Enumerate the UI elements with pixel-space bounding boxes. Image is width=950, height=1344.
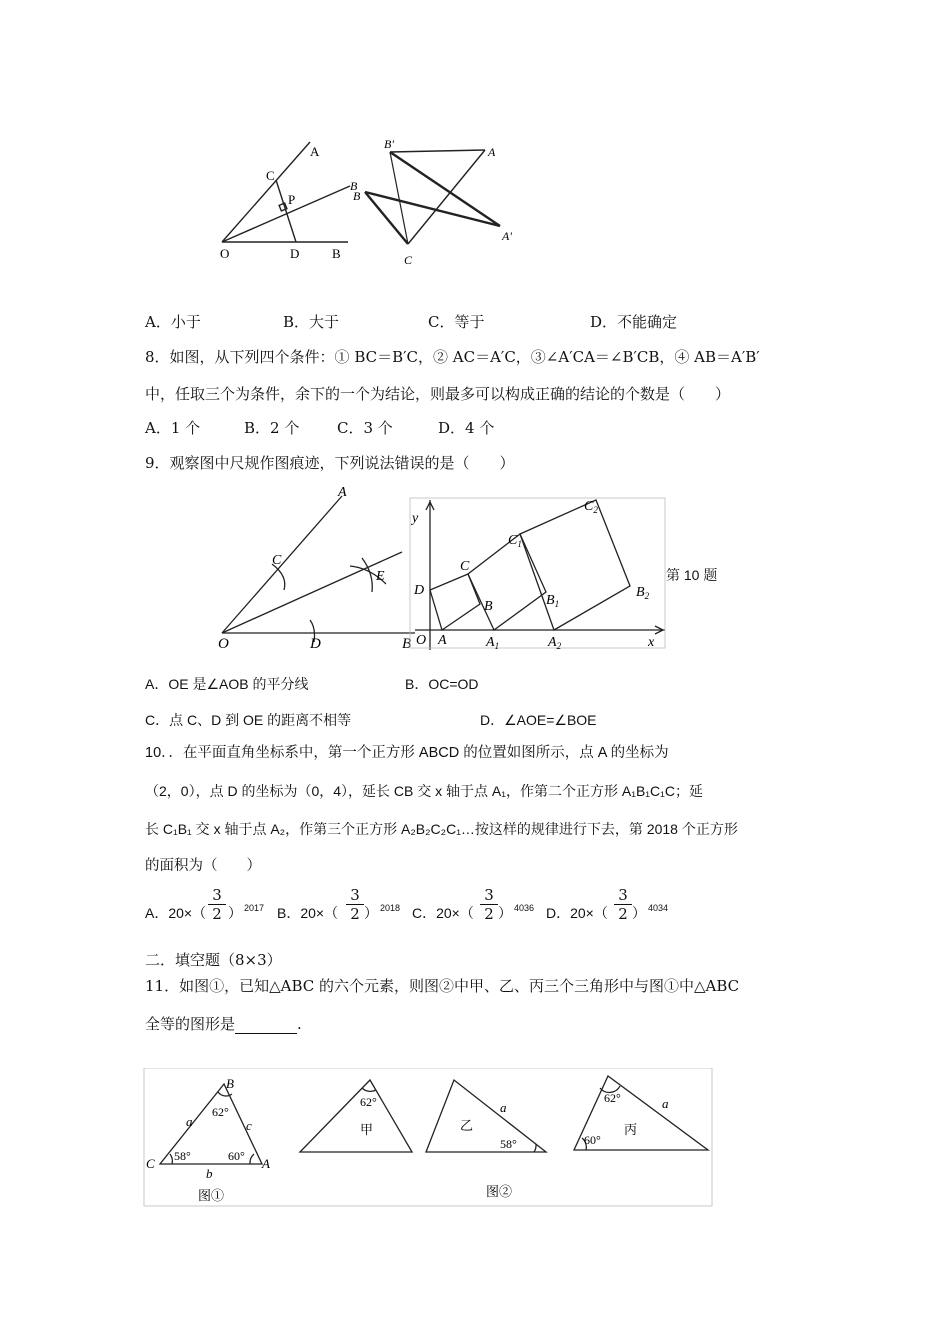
figure-10-caption: 第 10 题	[666, 567, 718, 583]
q10-a-close: ）	[228, 905, 242, 921]
triangle-jia-figure	[300, 1080, 412, 1152]
label-a1: $A_1$	[486, 635, 500, 651]
q10-a-exp: 2017	[244, 903, 265, 913]
q10-option-d-fraction	[614, 886, 632, 923]
q10-c-num: 3	[480, 886, 498, 905]
fig1-label-c: C	[146, 1156, 155, 1171]
q8-option-b: B．2 个	[244, 419, 300, 437]
q10-a-num: 3	[208, 886, 226, 905]
fig1-label-c-side: c	[246, 1118, 252, 1133]
bottom-figures	[140, 1068, 720, 1208]
label-c1: $C_1$	[508, 533, 522, 549]
compass-construction-figure	[222, 496, 415, 642]
bing-angle-top: 62°	[604, 1091, 621, 1105]
yi-side-a: a	[500, 1100, 507, 1115]
label-c-right: C	[404, 253, 413, 267]
q8-option-a: A．1 个	[145, 419, 201, 437]
label-d-mid: D	[310, 636, 321, 652]
q10-option-a-fraction	[208, 886, 226, 923]
label-d-sq: D	[414, 583, 425, 598]
q10-d-exp: 4034	[648, 903, 669, 913]
label-aprime: A'	[502, 229, 512, 243]
label-a2: $A_2$	[548, 635, 562, 651]
label-p-top: P	[288, 192, 296, 207]
fig1-label-b: B	[226, 1076, 234, 1091]
angle-bisector-figure	[222, 142, 350, 242]
middle-figures	[210, 480, 730, 652]
label-o-mid: O	[218, 636, 229, 652]
q10-option-a-label: A．20×（	[145, 905, 207, 921]
q9-option-d: D．∠AOE=∠BOE	[480, 712, 597, 728]
fig1-label-a: A	[262, 1156, 270, 1171]
label-c-top: C	[266, 168, 275, 183]
q10-option-b-label: B．20×（	[277, 905, 339, 921]
label-b-top: B	[332, 246, 341, 261]
q8-line1: 8．如图，从下列四个条件：① BC＝B′C，② AC＝A′C，③∠A′CA＝∠B′CB，④ AB＝A′B′	[145, 348, 760, 366]
label-a-top: A	[310, 144, 320, 159]
q11-line2-end: .	[297, 1015, 302, 1033]
label-d-top: D	[290, 246, 300, 261]
q10-a-den: 2	[212, 905, 222, 923]
label-o-top: O	[220, 246, 230, 261]
label-a-sq: A	[438, 633, 447, 648]
q10-line4: 的面积为（ ）	[145, 858, 261, 874]
label-b-sq: B	[484, 599, 493, 614]
q10-option-c-label: C．20×（	[412, 905, 474, 921]
q9-stem: 9．观察图中尺规作图痕迹，下列说法错误的是（ ）	[145, 454, 515, 472]
q9-option-a: A．OE 是∠AOB 的平分线	[145, 676, 309, 692]
jia-name: 甲	[360, 1122, 374, 1137]
q10-option-b-fraction	[346, 886, 364, 923]
q10-b-exp: 2018	[380, 903, 401, 913]
q11-line2	[145, 1014, 302, 1034]
q7-option-c: C．等于	[428, 313, 485, 331]
label-e-mid: E	[376, 569, 385, 584]
q11-line2-text: 全等的图形是	[145, 1015, 236, 1033]
label-c-mid: C	[272, 553, 282, 568]
q7-option-b: B．大于	[283, 313, 340, 331]
fig1-angle-a: 60°	[228, 1149, 245, 1163]
label-b1: $B_1$	[546, 593, 560, 609]
yi-angle: 58°	[500, 1137, 517, 1151]
q10-b-close: ）	[364, 905, 378, 921]
bing-side-a: a	[662, 1096, 669, 1111]
q10-option-c-fraction	[480, 886, 498, 923]
q10-b-den: 2	[350, 905, 360, 923]
label-b-mid: B	[402, 636, 412, 652]
q10-b-num: 3	[346, 886, 364, 905]
label-bprime: B'	[384, 137, 394, 151]
q7-option-d: D．不能确定	[590, 313, 678, 331]
bing-angle-left: 60°	[584, 1133, 601, 1147]
caption-fig2: 图②	[486, 1184, 513, 1199]
coordinate-squares-figure	[410, 498, 665, 650]
q8-option-c: C．3 个	[337, 419, 393, 437]
label-a-right: A	[488, 145, 496, 159]
q7-option-a: A．小于	[145, 313, 201, 331]
jia-angle: 62°	[360, 1095, 377, 1109]
label-b-ray: B	[350, 179, 358, 193]
fig1-angle-b: 62°	[212, 1105, 229, 1119]
bing-name: 丙	[624, 1122, 638, 1137]
q10-line1: 10．．在平面直角坐标系中，第一个正方形 ABCD 的位置如图所示，点 A 的坐标为	[145, 745, 669, 761]
label-o-sq: O	[416, 633, 427, 648]
yi-name: 乙	[460, 1118, 474, 1133]
label-b2: $B_2$	[636, 585, 650, 601]
q10-line2: （2，0），点 D 的坐标为（0，4），延长 CB 交 x 轴于点 A₁，作第二个正方形 A₁B₁C₁C；延	[145, 783, 703, 799]
label-a-mid: A	[338, 485, 347, 500]
label-c2: $C_2$	[584, 499, 598, 515]
q10-c-den: 2	[484, 905, 494, 923]
label-x: x	[648, 635, 655, 650]
q11-answer-blank[interactable]	[235, 1017, 297, 1034]
label-b-right: B	[353, 189, 361, 203]
q10-line3: 长 C₁B₁ 交 x 轴于点 A₂，作第三个正方形 A₂B₂C₂C₁…按这样的规律进行下去，第 2018 个正方形	[145, 821, 738, 837]
q10-d-num: 3	[614, 886, 632, 905]
q8-line2: 中，任取三个为条件，余下的一个为结论，则最多可以构成正确的结论的个数是（ ）	[145, 385, 731, 403]
triangle-yi-figure	[426, 1080, 546, 1152]
q10-c-exp: 4036	[514, 903, 535, 913]
label-c-sq: C	[460, 559, 470, 574]
fig1-label-b-side: b	[206, 1166, 213, 1181]
q9-option-b: B．OC=OD	[405, 676, 479, 692]
q10-c-close: ）	[498, 905, 512, 921]
q10-d-close: ）	[632, 905, 646, 921]
q10-d-den: 2	[618, 905, 628, 923]
fig1-angle-c: 58°	[174, 1149, 191, 1163]
fig1-caption: 图①	[198, 1188, 225, 1203]
two-triangles-figure	[365, 150, 500, 244]
q8-option-d: D．4 个	[438, 419, 495, 437]
label-y: y	[412, 511, 419, 526]
q11-line1: 11．如图①，已知△ABC 的六个元素，则图②中甲、乙、丙三个三角形中与图①中△ABC	[145, 977, 740, 995]
q9-option-c: C．点 C、D 到 OE 的距离不相等	[145, 712, 352, 728]
top-figures	[210, 130, 530, 270]
fig1-label-a-side: a	[186, 1114, 193, 1129]
q10-option-d-label: D．20×（	[546, 905, 608, 921]
section2-heading: 二．填空题（8×3）	[145, 951, 282, 969]
